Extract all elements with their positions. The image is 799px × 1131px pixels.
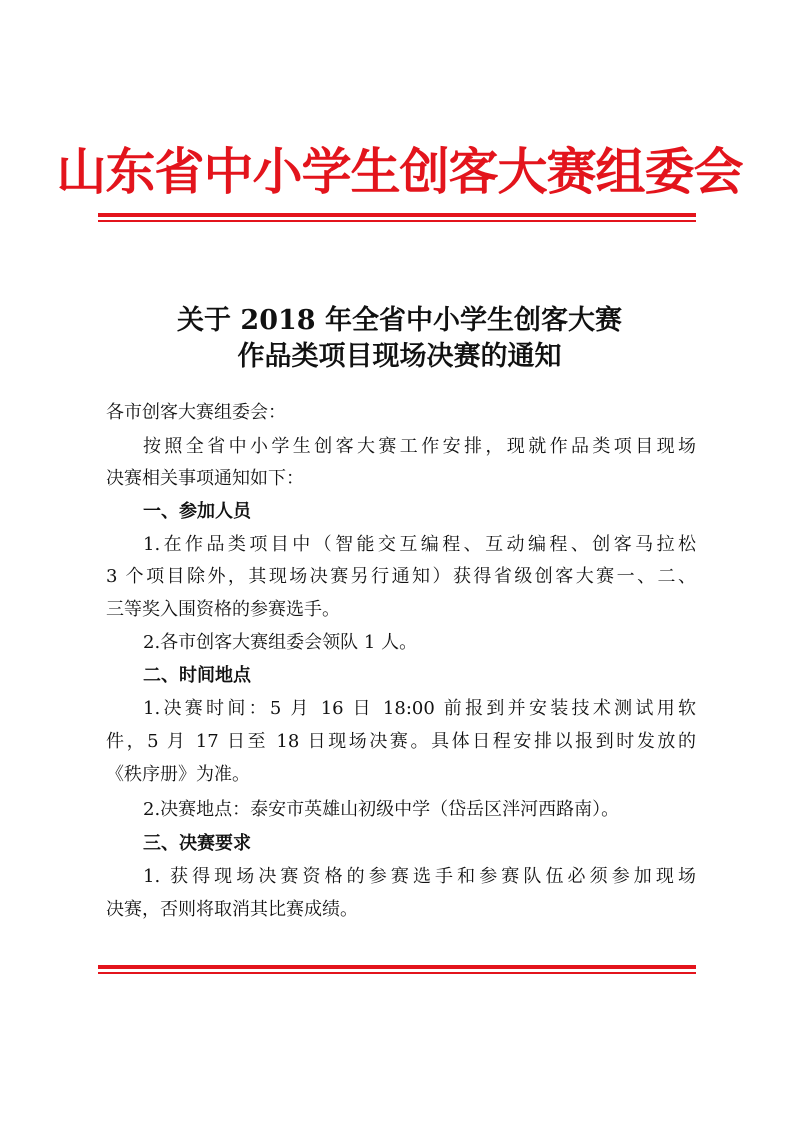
salutation: 各市创客大赛组委会： (106, 402, 286, 423)
section-heading-participants: 一、参加人员 (143, 501, 251, 522)
paragraph-line: 1.在作品类项目中（智能交互编程、互动编程、创客马拉松 (143, 534, 696, 555)
document-title-line-1: 关于 2018 年全省中小学生创客大赛 (177, 305, 622, 336)
paragraph-line: 1. 获得现场决赛资格的参赛选手和参赛队伍必须参加现场 (143, 866, 696, 887)
intro-line-1: 按照全省中小学生创客大赛工作安排，现就作品类项目现场 (143, 436, 696, 457)
document-title-line-2: 作品类项目现场决赛的通知 (237, 341, 562, 372)
header-divider-thin-line (98, 220, 696, 222)
paragraph-line: 1.决赛时间：5 月 16 日 18:00 前报到并安装技术测试用软 (143, 698, 696, 719)
paragraph-line: 3 个项目除外，其现场决赛另行通知）获得省级创客大赛一、二、 (106, 566, 696, 587)
section-heading-time-location: 二、时间地点 (143, 665, 251, 686)
footer-divider-thin-line (98, 972, 696, 974)
organization-title: 山东省中小学生创客大赛组委会 (56, 142, 743, 201)
paragraph-line: 2.各市创客大赛组委会领队 1 人。 (143, 632, 418, 653)
paragraph-line: 件，5 月 17 日至 18 日现场决赛。具体日程安排以报到时发放的 (106, 731, 696, 752)
section-heading-requirements: 三、决赛要求 (143, 833, 251, 854)
paragraph-line: 《秩序册》为准。 (106, 764, 250, 785)
header-divider (98, 213, 696, 222)
paragraph-line: 三等奖入围资格的参赛选手。 (106, 599, 340, 620)
paragraph-line: 决赛，否则将取消其比赛成绩。 (106, 899, 358, 920)
intro-line-2: 决赛相关事项通知如下： (106, 468, 304, 489)
paragraph-line: 2.决赛地点：泰安市英雄山初级中学（岱岳区泮河西路南）。 (143, 799, 620, 820)
footer-divider (98, 965, 696, 974)
